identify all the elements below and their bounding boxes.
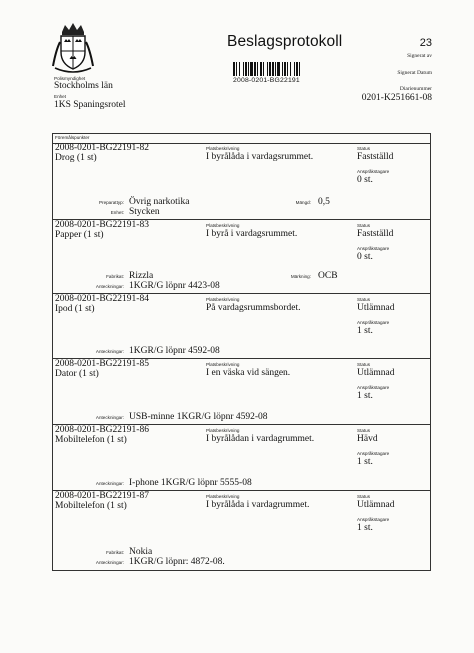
table-row — [53, 294, 430, 359]
location-label: Platsbeskrivning — [206, 223, 240, 228]
location-label: Platsbeskrivning — [206, 428, 240, 433]
diary-number: 0201-K251661-08 — [361, 93, 432, 103]
detail-label: Anteckningar: — [95, 284, 124, 289]
extra-label: Märkning: — [290, 273, 311, 279]
claimant-qty: 0 st. — [357, 252, 373, 262]
detail-value: 1KGR/G löpnr 4592-08 — [129, 346, 220, 356]
item-name: Dator (1 st) — [55, 369, 99, 379]
extra-value: 0,5 — [318, 196, 330, 207]
item-name: Papper (1 st) — [55, 230, 104, 240]
item-location: På vardagsrummsbordet. — [206, 303, 301, 313]
table-row — [53, 220, 430, 294]
claimant-label: Anspråkstagare — [357, 517, 390, 522]
claimant-label: Anspråkstagare — [357, 169, 390, 174]
item-id: 2008-0201-BG22191-84 — [55, 294, 149, 304]
detail-value: I-phone 1KGR/G löpnr 5555-08 — [129, 478, 252, 488]
item-location: I byrålåda i vardagsrummet. — [206, 152, 314, 162]
detail-label: Anteckningar: — [95, 349, 124, 354]
location-label: Platsbeskrivning — [206, 494, 240, 499]
claimant-label: Anspråkstagare — [357, 385, 390, 390]
detail-label: Fabrikat: — [106, 549, 124, 555]
item-id: 2008-0201-BG22191-82 — [55, 143, 149, 153]
authority-label: Polismyndighet — [54, 76, 86, 81]
item-location: I byrå i vardagsrummet. — [206, 229, 298, 239]
item-status: Utlämnad — [357, 368, 395, 378]
table-row — [53, 143, 430, 220]
barcode-text: 2008-0201-BG22191 — [233, 77, 300, 84]
unit-label: Enhet — [54, 94, 67, 99]
detail-label: Enhet: — [110, 210, 124, 215]
barcode — [232, 62, 327, 76]
police-crest-logo — [50, 22, 96, 76]
unit-value: 1KS Spaningsrotel — [54, 100, 126, 110]
table-row — [53, 491, 430, 570]
table-row — [53, 425, 430, 491]
detail-value: Rizzla — [129, 270, 154, 281]
claimant-label: Anspråkstagare — [357, 246, 390, 251]
items-table — [52, 133, 431, 571]
item-location: I byrålåda i vardagrummet. — [206, 500, 310, 510]
status-label: Status — [357, 297, 371, 302]
table-heading: Föremålspunkter — [55, 135, 90, 140]
item-status: Utlämnad — [357, 500, 395, 510]
claimant-qty: 0 st. — [357, 175, 373, 185]
page-title: Beslagsprotokoll — [227, 33, 343, 50]
claimant-label: Anspråkstagare — [357, 451, 390, 456]
item-status: Utlämnad — [357, 303, 395, 313]
location-label: Platsbeskrivning — [206, 146, 240, 151]
item-location: I en väska vid sängen. — [206, 368, 291, 378]
detail-value: 1KGR/G löpnr: 4872-08. — [129, 557, 225, 567]
detail-label: Fabrikat: — [106, 273, 124, 279]
item-status: Fastställd — [357, 152, 394, 162]
location-label: Platsbeskrivning — [206, 362, 240, 367]
page-number: 23 — [419, 37, 432, 49]
table-row — [53, 359, 430, 425]
detail-value: 1KGR/G löpnr 4423-08 — [129, 281, 220, 291]
detail-value: USB-minne 1KGR/G löpnr 4592-08 — [129, 412, 268, 422]
item-status: Fastställd — [357, 229, 394, 239]
status-label: Status — [357, 362, 371, 367]
item-id: 2008-0201-BG22191-85 — [55, 359, 149, 369]
status-label: Status — [357, 494, 371, 499]
claimant-qty: 1 st. — [357, 523, 373, 533]
item-id: 2008-0201-BG22191-87 — [55, 491, 149, 501]
status-label: Status — [357, 146, 371, 151]
detail-value: Nokia — [129, 546, 153, 557]
item-name: Mobiltelefon (1 st) — [55, 435, 127, 445]
crest-icon — [50, 22, 96, 76]
item-location: I byrålådan i vardagrummet. — [206, 434, 315, 444]
claimant-qty: 1 st. — [357, 326, 373, 336]
claimant-qty: 1 st. — [357, 391, 373, 401]
detail-label: Anteckningar: — [95, 560, 124, 565]
signed-by-label: Signerat av — [407, 53, 432, 59]
barcode-icon — [232, 62, 327, 76]
status-label: Status — [357, 223, 371, 228]
claimant-qty: 1 st. — [357, 457, 373, 467]
detail-value: Övrig narkotika — [129, 196, 190, 207]
item-name: Ipod (1 st) — [55, 304, 95, 314]
detail-label: Anteckningar: — [95, 415, 124, 420]
item-status: Hävd — [357, 434, 378, 444]
item-name: Drog (1 st) — [55, 153, 97, 163]
signed-date-label: Signerat Datum — [397, 70, 432, 76]
detail-label: Anteckningar: — [95, 481, 124, 486]
extra-value: OCB — [318, 270, 338, 281]
location-label: Platsbeskrivning — [206, 297, 240, 302]
status-label: Status — [357, 428, 371, 433]
item-name: Mobiltelefon (1 st) — [55, 501, 127, 511]
detail-label: Preparattyp: — [98, 199, 124, 205]
diary-label: Diarienummer — [399, 86, 432, 92]
detail-value: Stycken — [129, 207, 160, 217]
authority-value: Stockholms län — [54, 81, 113, 91]
item-id: 2008-0201-BG22191-83 — [55, 220, 149, 230]
claimant-label: Anspråkstagare — [357, 320, 390, 325]
extra-label: Mängd: — [295, 199, 311, 205]
item-id: 2008-0201-BG22191-86 — [55, 425, 149, 435]
